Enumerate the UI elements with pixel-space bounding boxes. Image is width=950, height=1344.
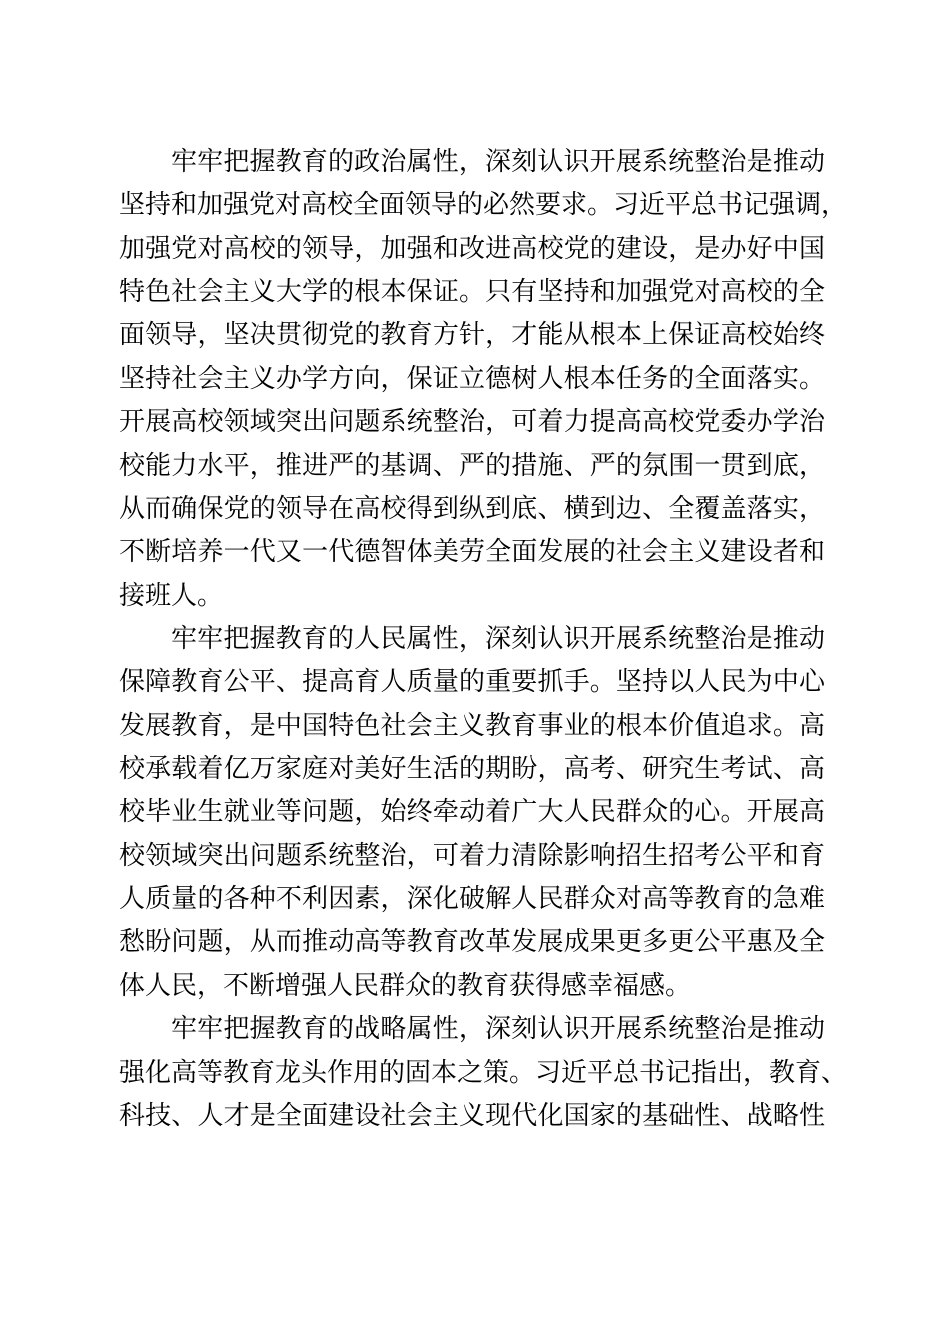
- paragraph-line: 不断培养一代又一代德智体美劳全面发展的社会主义建设者和: [119, 537, 825, 568]
- paragraph-line: 体人民，不断增强人民群众的教育获得感幸福感。: [119, 970, 692, 1001]
- paragraph-line: 牢牢把握教育的战略属性，深刻认识开展系统整治是推动: [171, 1014, 825, 1045]
- paragraph-strategic: [119, 1008, 848, 1138]
- paragraph-line: 特色社会主义大学的根本保证。只有坚持和加强党对高校的全: [119, 277, 825, 308]
- paragraph-line: 坚持和加强党对高校全面领导的必然要求。习近平总书记强调，: [119, 190, 848, 221]
- paragraph-line: 校承载着亿万家庭对美好生活的期盼，高考、研究生考试、高: [119, 754, 825, 785]
- paragraph-political: [119, 141, 848, 618]
- paragraph-line: 校领域突出问题系统整治，可着力清除影响招生招考公平和育: [119, 840, 825, 871]
- paragraph-line: 牢牢把握教育的人民属性，深刻认识开展系统整治是推动: [171, 623, 825, 654]
- paragraph-line: 牢牢把握教育的政治属性，深刻认识开展系统整治是推动: [171, 147, 825, 177]
- paragraph-line: 开展高校领域突出问题系统整治，可着力提高高校党委办学治: [119, 407, 825, 438]
- paragraph-line: 愁盼问题，从而推动高等教育改革发展成果更多更公平惠及全: [119, 927, 825, 958]
- paragraph-line: 校能力水平，推进严的基调、严的措施、严的氛围一贯到底，: [119, 450, 825, 481]
- paragraph-line: 从而确保党的领导在高校得到纵到底、横到边、全覆盖落实，: [119, 493, 825, 524]
- paragraph-line: 接班人。: [119, 580, 224, 611]
- body-text: [119, 141, 848, 1138]
- paragraph-line: 加强党对高校的领导，加强和改进高校党的建设，是办好中国: [119, 233, 825, 264]
- paragraph-line: 强化高等教育龙头作用的固本之策。习近平总书记指出，教育、: [119, 1057, 848, 1088]
- paragraph-line: 科技、人才是全面建设社会主义现代化国家的基础性、战略性: [119, 1100, 825, 1131]
- paragraph-line: 发展教育，是中国特色社会主义教育事业的根本价值追求。高: [119, 710, 825, 741]
- paragraph-line: 保障教育公平、提高育人质量的重要抓手。坚持以人民为中心: [119, 667, 825, 698]
- paragraph-line: 校毕业生就业等问题，始终牵动着广大人民群众的心。开展高: [119, 797, 825, 828]
- paragraph-line: 人质量的各种不利因素，深化破解人民群众对高等教育的急难: [119, 884, 825, 915]
- paragraph-people: [119, 618, 825, 1008]
- paragraph-line: 坚持社会主义办学方向，保证立德树人根本任务的全面落实。: [119, 363, 825, 394]
- paragraph-line: 面领导，坚决贯彻党的教育方针，才能从根本上保证高校始终: [119, 320, 825, 351]
